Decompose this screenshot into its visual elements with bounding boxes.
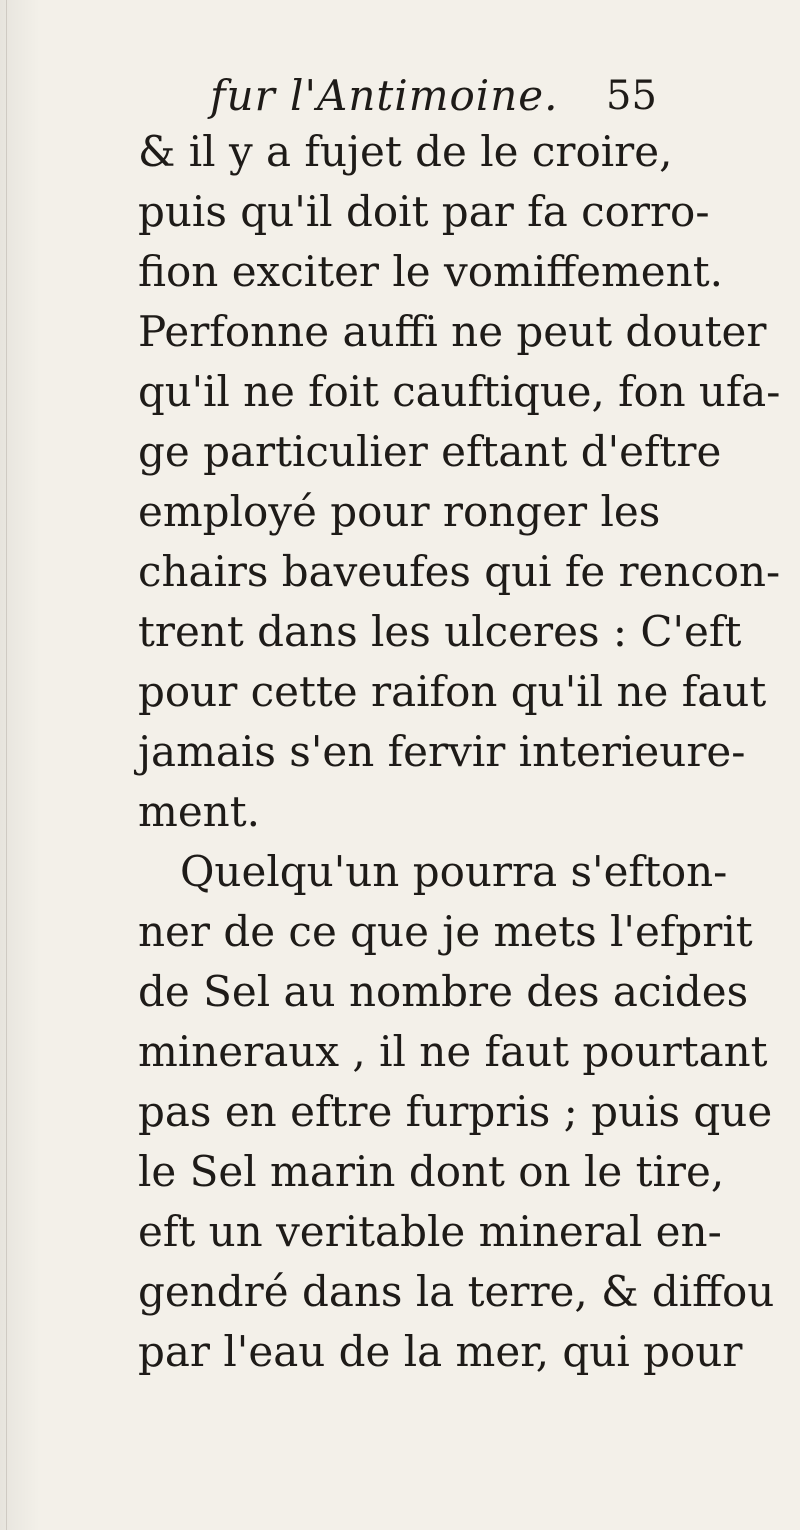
text-line-15: de Sel au nombre des acides	[138, 967, 749, 1016]
running-head-title: fur l'Antimoine.	[210, 71, 559, 120]
running-head	[0, 66, 800, 126]
text-line-1: & il y a fujet de le croire,	[138, 127, 673, 176]
text-line-17: pas en eftre furpris ; puis que	[138, 1087, 773, 1136]
text-line-2: puis qu'il doit par fa corro-	[138, 187, 710, 236]
text-line-10: pour cette raifon qu'il ne faut	[138, 667, 767, 716]
page-number: 55	[606, 73, 657, 119]
text-line-18: le Sel marin dont on le tire,	[138, 1147, 725, 1196]
text-line-9: trent dans les ulceres : C'eft	[138, 607, 742, 656]
text-line-6: ge particulier eftant d'eftre	[138, 427, 722, 476]
text-line-7: employé pour ronger les	[138, 487, 661, 536]
text-line-20: gendré dans la terre, & diffou	[138, 1267, 775, 1316]
text-line-12: ment.	[138, 787, 260, 836]
text-line-13: Quelqu'un pourra s'efton-	[180, 847, 728, 896]
text-line-19: eft un veritable mineral en-	[138, 1207, 722, 1256]
text-line-3: fion exciter le vomiffement.	[138, 247, 723, 296]
text-line-8: chairs baveufes qui fe rencon-	[138, 547, 781, 596]
page-gutter	[6, 0, 7, 1530]
text-line-5: qu'il ne foit cauftique, fon ufa-	[138, 367, 781, 416]
text-line-16: mineraux , il ne faut pourtant	[138, 1027, 768, 1076]
text-line-21: par l'eau de la mer, qui pour	[138, 1327, 743, 1376]
text-line-14: ner de ce que je mets l'efprit	[138, 907, 753, 956]
text-line-4: Perfonne auffi ne peut douter	[138, 307, 767, 356]
text-line-11: jamais s'en fervir interieure-	[138, 727, 746, 776]
